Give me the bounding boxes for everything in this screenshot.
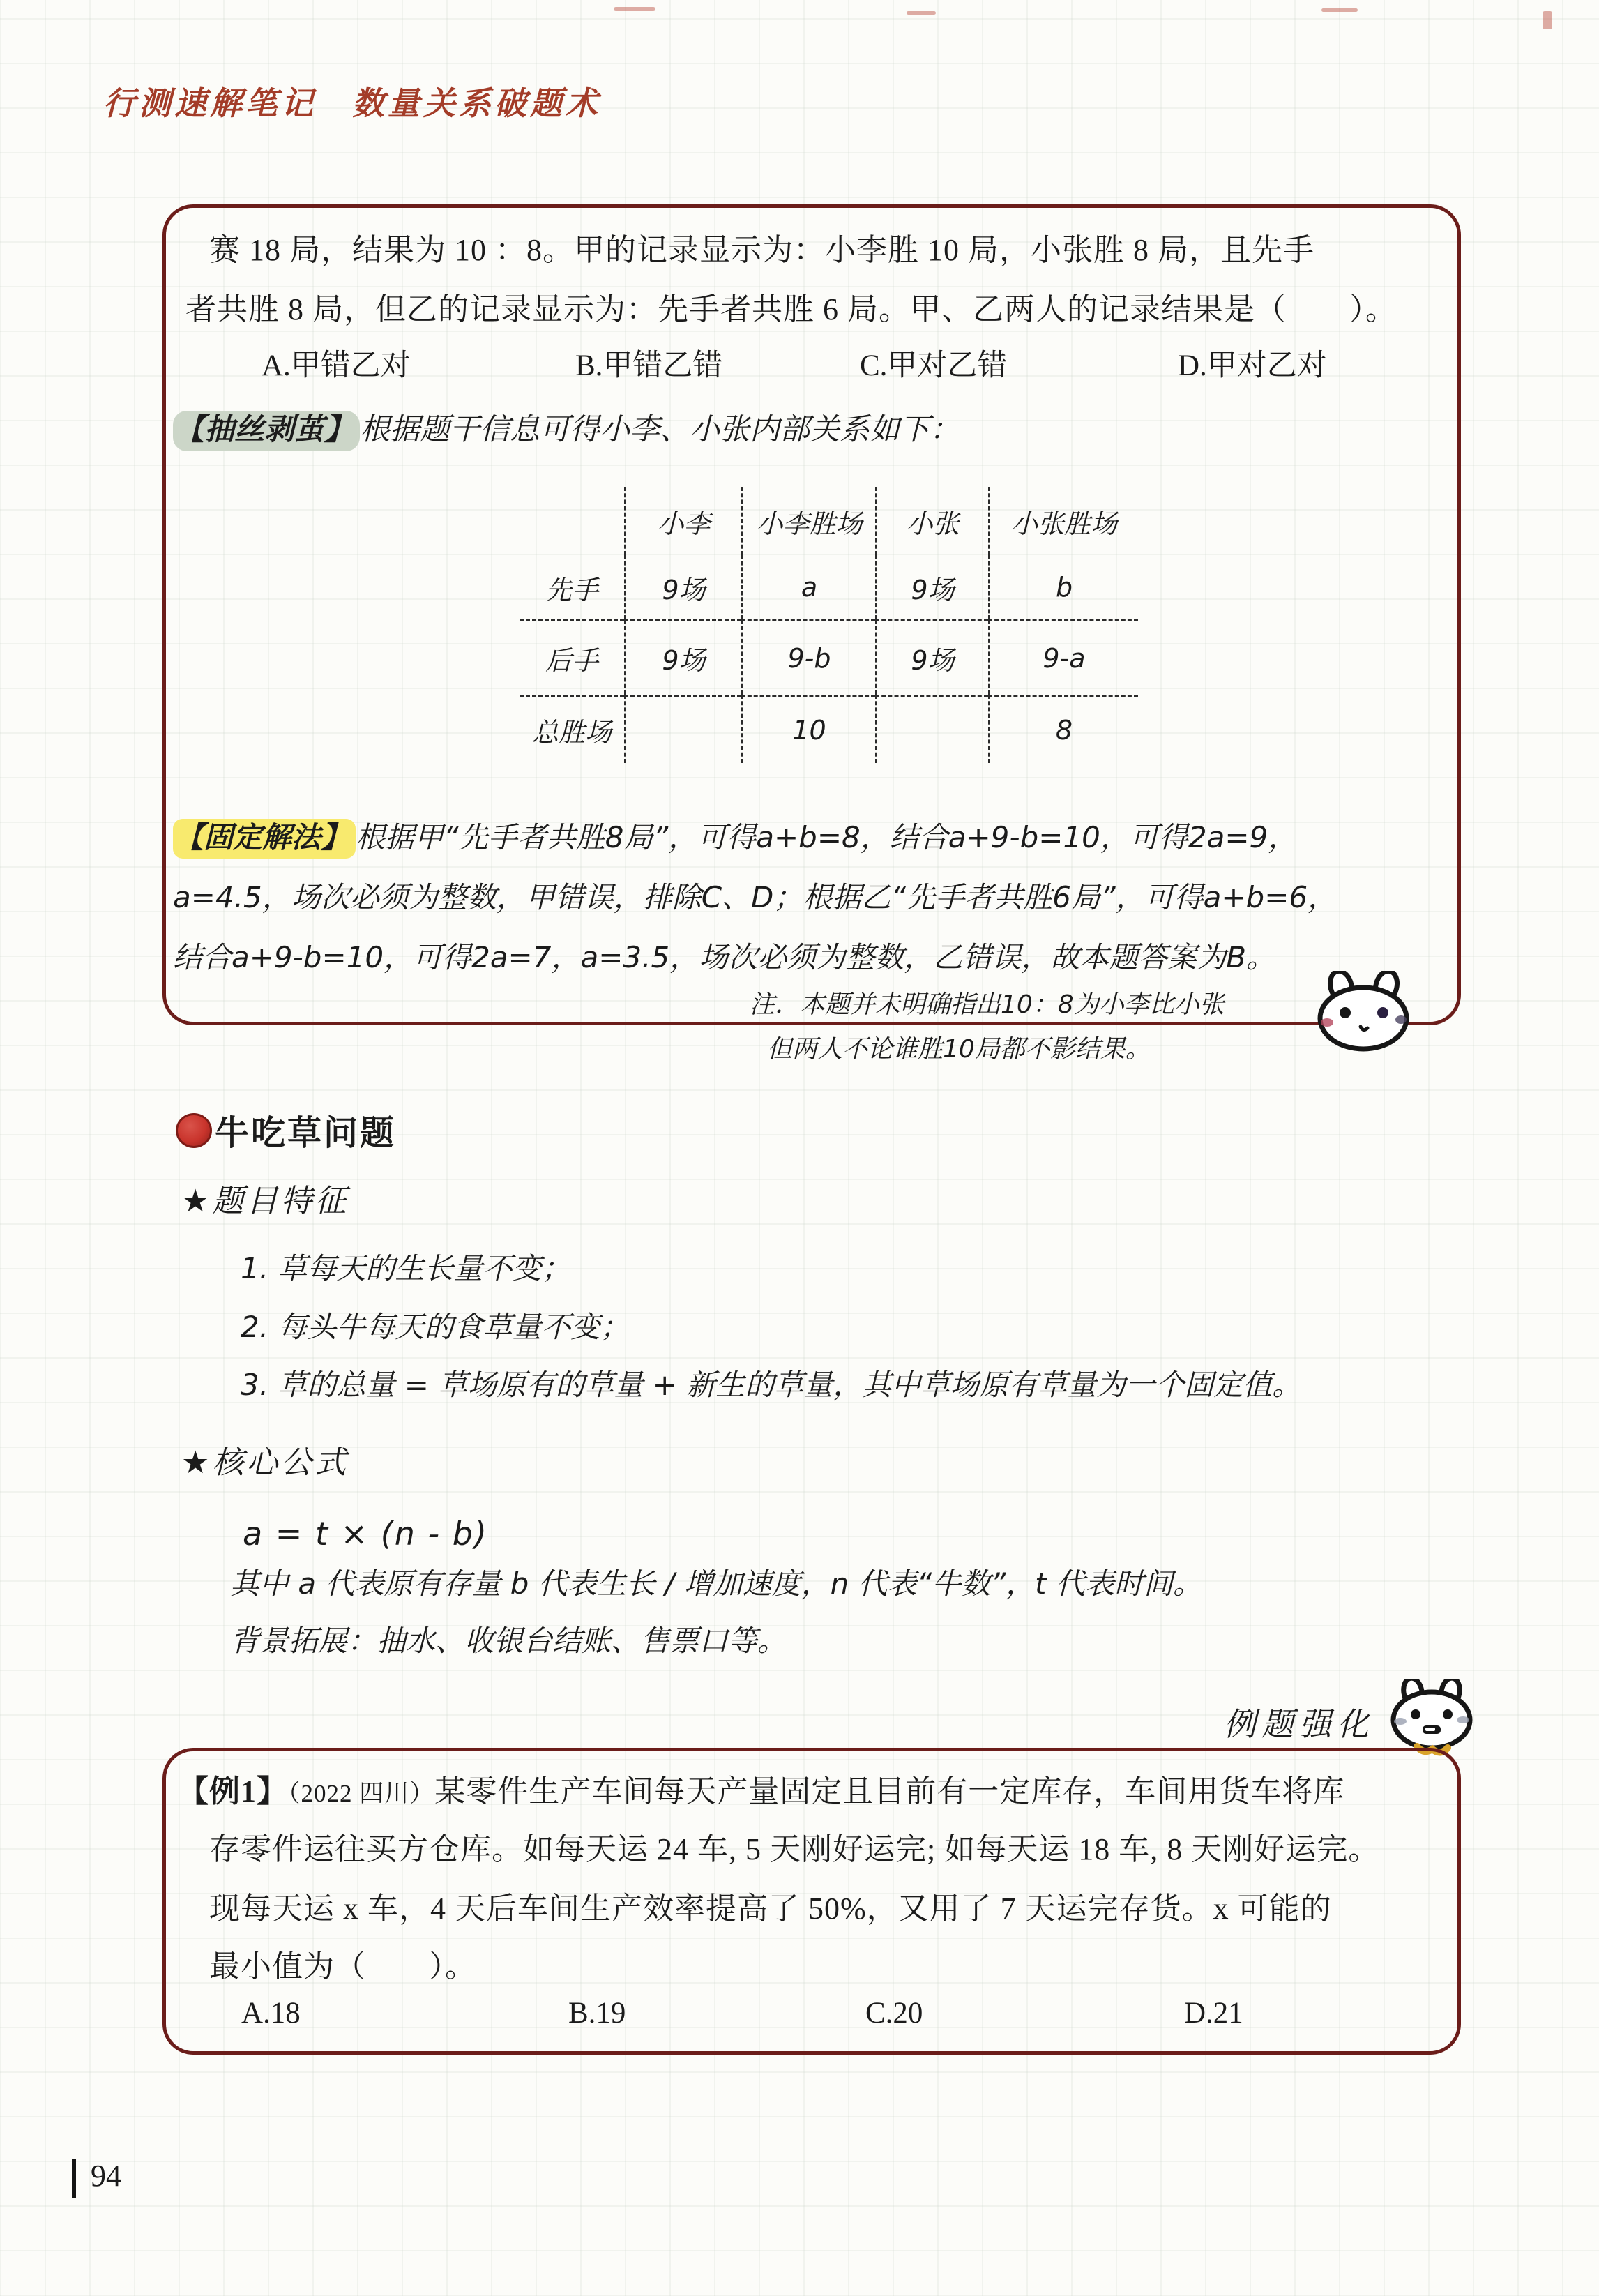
table-cell [624, 695, 741, 763]
table-cell: 9场 [624, 619, 741, 695]
table-cell: 9场 [875, 555, 988, 619]
example-line-3: 现每天运 x 车，4 天后车间生产效率提高了 50%，又用了 7 天运完存货。x 可能的 [209, 1891, 1332, 1926]
scan-artifact [614, 7, 655, 11]
analysis-label: 【抽丝剥茧】 [173, 411, 360, 451]
section-bullet-icon [176, 1113, 212, 1148]
problem1-line2: 者共胜 8 局，但乙的记录显示为：先手者共胜 6 局。甲、乙两人的记录结果是（ ）。 [185, 292, 1397, 326]
solution-label: 【固定解法】 [173, 819, 356, 859]
example-line-1 [178, 1766, 1344, 1811]
table-cell: 9场 [624, 555, 741, 619]
scan-artifact [1321, 8, 1358, 12]
feature-heading: ★题目特征 [181, 1182, 349, 1219]
table-cell: 9-a [988, 619, 1138, 695]
margin-note-line-1: 注．本题并未明确指出10：8为小李比小张 [750, 990, 1225, 1019]
scan-artifact [1543, 11, 1552, 29]
table-header-cell: 小李胜场 [741, 487, 875, 555]
feature-item-3: 3. 草的总量 = 草场原有的草量 + 新生的草量，其中草场原有草量为一个固定值。 [241, 1368, 1302, 1402]
option-c: C.甲对乙错 [860, 349, 1008, 382]
page-number: 94 [91, 2159, 121, 2193]
example-label: 【例1】 [178, 1774, 288, 1808]
table-cell: 9-b [741, 619, 875, 695]
core-formula: a = t × (n - b) [243, 1515, 488, 1553]
table-cell: b [988, 555, 1138, 619]
example-line-2: 存零件运往买方仓库。如每天运 24 车, 5 天刚好运完; 如每天运 18 车, 8 天刚好运完。 [209, 1832, 1380, 1866]
section-title: 牛吃草问题 [215, 1115, 397, 1152]
page-number-bar [72, 2159, 76, 2198]
option-d2: D.21 [1184, 1997, 1243, 2030]
feature-item-1: 1. 草每天的生长量不变； [241, 1251, 571, 1285]
table-cell: 8 [988, 695, 1138, 763]
solution-text-1: 根据甲“先手者共胜8局”，可得a+b=8，结合a+9-b=10，可得2a=9， [356, 820, 1298, 854]
table-header-cell: 小李 [624, 487, 741, 555]
solution-line-3: 结合a+9-b=10，可得2a=7，a=3.5，场次必须为整数，乙错误，故本题答案为B。 [173, 940, 1276, 974]
formula-heading: ★核心公式 [181, 1444, 349, 1481]
option-b: B.甲错乙错 [575, 349, 723, 382]
table-cell: 10 [741, 695, 875, 763]
scan-artifact [907, 11, 936, 15]
table-header-cell: 小张 [875, 487, 988, 555]
relation-table [520, 487, 1138, 763]
margin-note-line-2: 但两人不论谁胜10局都不影结果。 [767, 1035, 1151, 1064]
table-row-label: 先手 [545, 574, 598, 605]
analysis-text: 根据题干信息可得小李、小张内部关系如下： [360, 412, 960, 447]
table-row-label: 总胜场 [520, 695, 624, 763]
page-header: 行测速解笔记 数量关系破题术 [103, 84, 601, 122]
table-header-cell: 小张胜场 [988, 487, 1138, 555]
formula-extend: 背景拓展：抽水、收银台结账、售票口等。 [230, 1624, 787, 1658]
example-banner: 例题强化 [1224, 1705, 1374, 1743]
option-d: D.甲对乙对 [1178, 349, 1327, 382]
option-c2: C.20 [865, 1997, 923, 2030]
problem1-line1: 赛 18 局，结果为 10 ：8。甲的记录显示为：小李胜 10 局，小张胜 8 局，且先手 [209, 233, 1314, 267]
example-text-1: 某零件生产车间每天产量固定且目前有一定库存，车间用货车将库 [434, 1774, 1345, 1808]
rabbit-doodle-icon [1314, 971, 1412, 1053]
table-cell [875, 695, 988, 763]
table-corner-cell [520, 487, 624, 555]
solution-line-2: a=4.5，场次必须为整数，甲错误，排除C、D；根据乙“先手者共胜6局”，可得a+b=6， [173, 880, 1337, 914]
table-cell: 9场 [875, 619, 988, 695]
option-a: A.甲错乙对 [262, 349, 411, 382]
example-source: （2022 四川） [288, 1780, 435, 1807]
example-line-4: 最小值为（ ）。 [209, 1949, 476, 1984]
solution-line-1 [173, 815, 1297, 856]
formula-explain: 其中 a 代表原有存量 b 代表生长 / 增加速度，n 代表“牛数”，t 代表时间。 [230, 1566, 1202, 1601]
option-a2: A.18 [241, 1997, 301, 2030]
analysis-line [173, 406, 960, 448]
table-cell: a [741, 555, 875, 619]
feature-item-2: 2. 每头牛每天的食草量不变； [241, 1310, 630, 1344]
table-row-label: 后手 [520, 619, 624, 695]
option-b2: B.19 [568, 1997, 626, 2030]
